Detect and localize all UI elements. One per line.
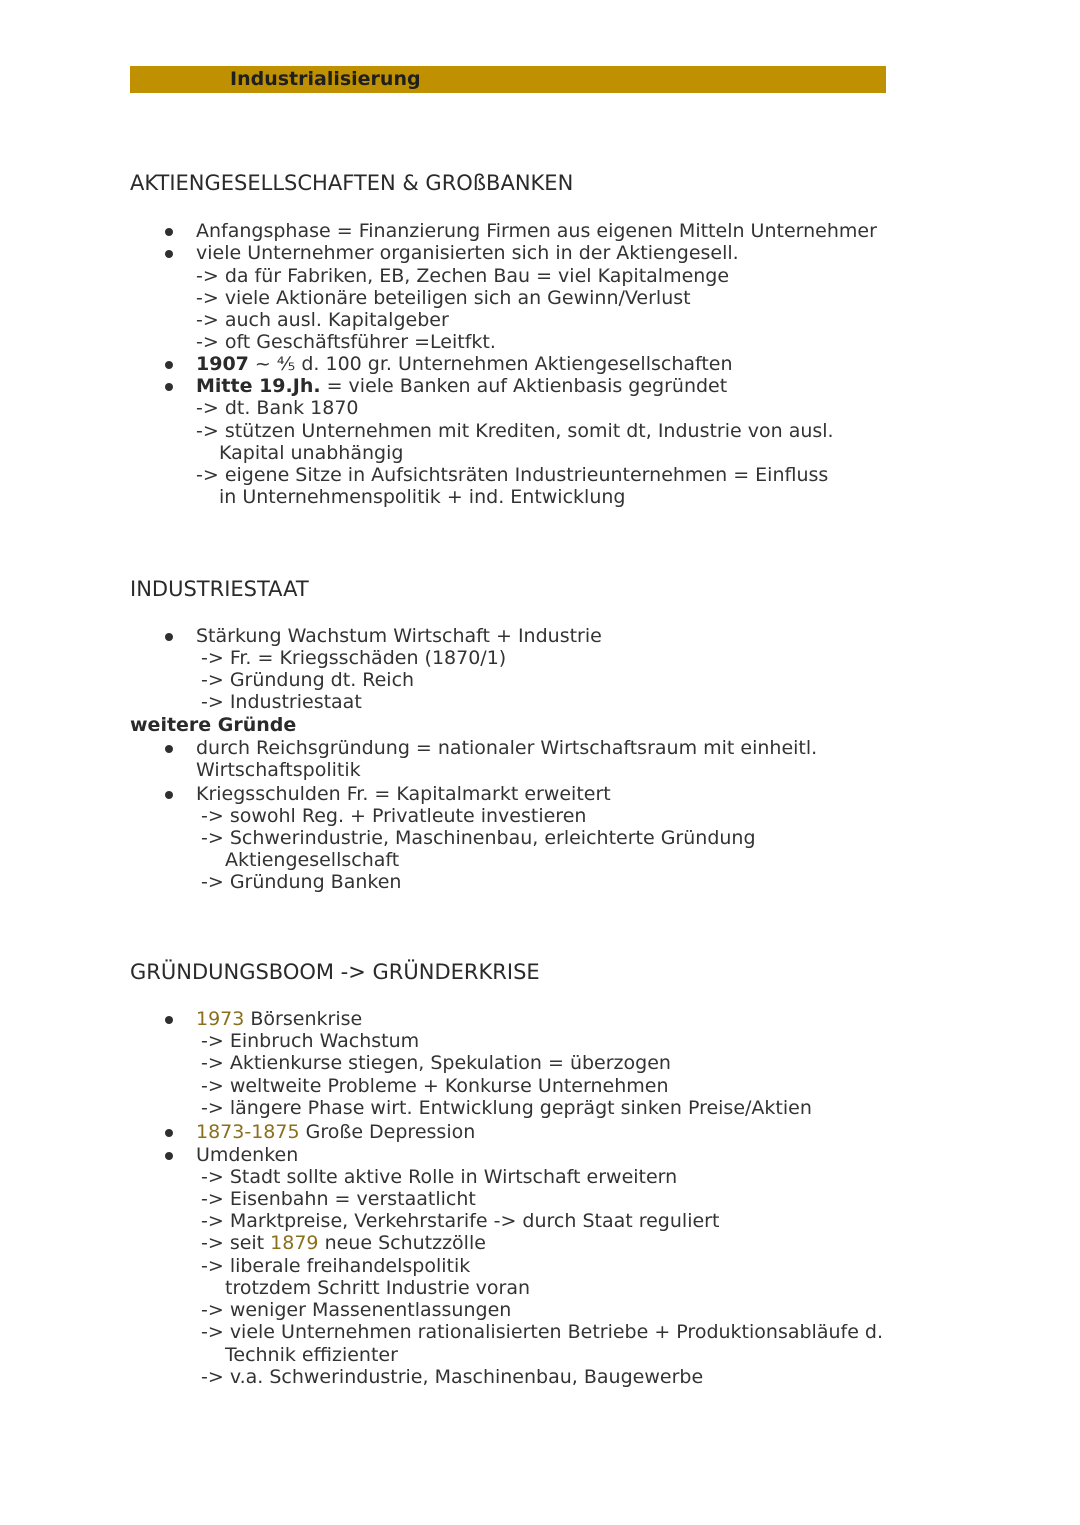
sub-item: -> weltweite Probleme + Konkurse Unternehmen: [201, 1075, 669, 1097]
sub-item: -> auch ausl. Kapitalgeber: [196, 309, 449, 331]
list-item-text: Große Depression: [299, 1121, 476, 1143]
sub-item-text: neue Schutzzölle: [318, 1232, 486, 1254]
bullet-icon: [165, 361, 173, 369]
sub-item: -> liberale freihandelspolitik: [201, 1255, 471, 1277]
list-item: Umdenken: [196, 1144, 299, 1166]
bullet-icon: [165, 1152, 173, 1160]
sub-item-continuation: trotzdem Schritt Industrie voran: [225, 1277, 531, 1299]
sub-item: -> Einbruch Wachstum: [201, 1030, 420, 1052]
sub-item: -> Gründung dt. Reich: [201, 669, 415, 691]
sub-item-continuation: Kapital unabhängig: [219, 442, 404, 464]
list-item: [196, 353, 733, 375]
list-item: [196, 1008, 362, 1030]
sub-item: -> stützen Unternehmen mit Krediten, somit dt, Industrie von ausl.: [196, 420, 834, 442]
sub-item: -> v.a. Schwerindustrie, Maschinenbau, Baugewerbe: [201, 1366, 704, 1388]
sub-item-text: -> seit: [201, 1232, 271, 1254]
document-title: Industrialisierung: [230, 68, 421, 90]
list-item: [196, 1121, 475, 1143]
list-item: durch Reichsgründung = nationaler Wirtschaftsraum mit einheitl.: [196, 737, 818, 759]
sub-item: [201, 1232, 486, 1254]
list-item-text: ~ ⅘ d. 100 gr. Unternehmen Aktiengesellschaften: [248, 353, 733, 375]
list-item-text: Börsenkrise: [244, 1008, 363, 1030]
emphasis-period: Mitte 19.Jh.: [196, 375, 321, 397]
section-heading: INDUSTRIESTAAT: [130, 577, 309, 601]
emphasis-year: 1907: [196, 353, 249, 375]
list-item: Kriegsschulden Fr. = Kapitalmarkt erweitert: [196, 783, 611, 805]
sub-item: -> weniger Massenentlassungen: [201, 1299, 512, 1321]
bullet-icon: [165, 1016, 173, 1024]
sub-item: -> eigene Sitze in Aufsichtsräten Industrieunternehmen = Einfluss: [196, 464, 829, 486]
sub-item: -> Gründung Banken: [201, 871, 402, 893]
bullet-icon: [165, 1129, 173, 1137]
sub-item-continuation: Technik effizienter: [225, 1344, 398, 1366]
year-highlight: 1879: [270, 1232, 319, 1254]
sub-item: -> viele Aktionäre beteiligen sich an Gewinn/Verlust: [196, 287, 691, 309]
bullet-icon: [165, 633, 173, 641]
sub-item: -> viele Unternehmen rationalisierten Betriebe + Produktionsabläufe d.: [201, 1321, 884, 1343]
sub-item: -> oft Geschäftsführer =Leitfkt.: [196, 331, 496, 353]
list-item-continuation: Wirtschaftspolitik: [196, 759, 361, 781]
bullet-icon: [165, 745, 173, 753]
list-item: Anfangsphase = Finanzierung Firmen aus eigenen Mitteln Unternehmer: [196, 220, 877, 242]
sub-item: -> Schwerindustrie, Maschinenbau, erleichterte Gründung: [201, 827, 756, 849]
sub-item: -> sowohl Reg. + Privatleute investieren: [201, 805, 587, 827]
list-item: viele Unternehmer organisierten sich in der Aktiengesell.: [196, 242, 739, 264]
sub-item: -> Industriestaat: [201, 691, 362, 713]
year-highlight: 1873-1875: [196, 1121, 300, 1143]
sub-item: -> Marktpreise, Verkehrstarife -> durch Staat reguliert: [201, 1210, 720, 1232]
sub-item: -> dt. Bank 1870: [196, 397, 359, 419]
bullet-icon: [165, 228, 173, 236]
subheading: weitere Gründe: [130, 714, 297, 736]
section-heading: AKTIENGESELLSCHAFTEN & GROßBANKEN: [130, 171, 574, 195]
sub-item: -> Fr. = Kriegsschäden (1870/1): [201, 647, 507, 669]
sub-item-continuation: Aktiengesellschaft: [225, 849, 400, 871]
title-bar: [130, 66, 886, 93]
sub-item: -> Stadt sollte aktive Rolle in Wirtschaft erweitern: [201, 1166, 678, 1188]
sub-item: -> Eisenbahn = verstaatlicht: [201, 1188, 476, 1210]
sub-item: -> da für Fabriken, EB, Zechen Bau = viel Kapitalmenge: [196, 265, 730, 287]
sub-item-continuation: in Unternehmenspolitik + ind. Entwicklung: [219, 486, 626, 508]
list-item: [196, 375, 727, 397]
list-item-text: = viele Banken auf Aktienbasis gegründet: [320, 375, 728, 397]
year-highlight: 1973: [196, 1008, 245, 1030]
sub-item: -> Aktienkurse stiegen, Spekulation = überzogen: [201, 1052, 671, 1074]
list-item: Stärkung Wachstum Wirtschaft + Industrie: [196, 625, 602, 647]
bullet-icon: [165, 250, 173, 258]
section-heading: GRÜNDUNGSBOOM -> GRÜNDERKRISE: [130, 960, 540, 984]
bullet-icon: [165, 791, 173, 799]
bullet-icon: [165, 383, 173, 391]
sub-item: -> längere Phase wirt. Entwicklung geprägt sinken Preise/Aktien: [201, 1097, 812, 1119]
